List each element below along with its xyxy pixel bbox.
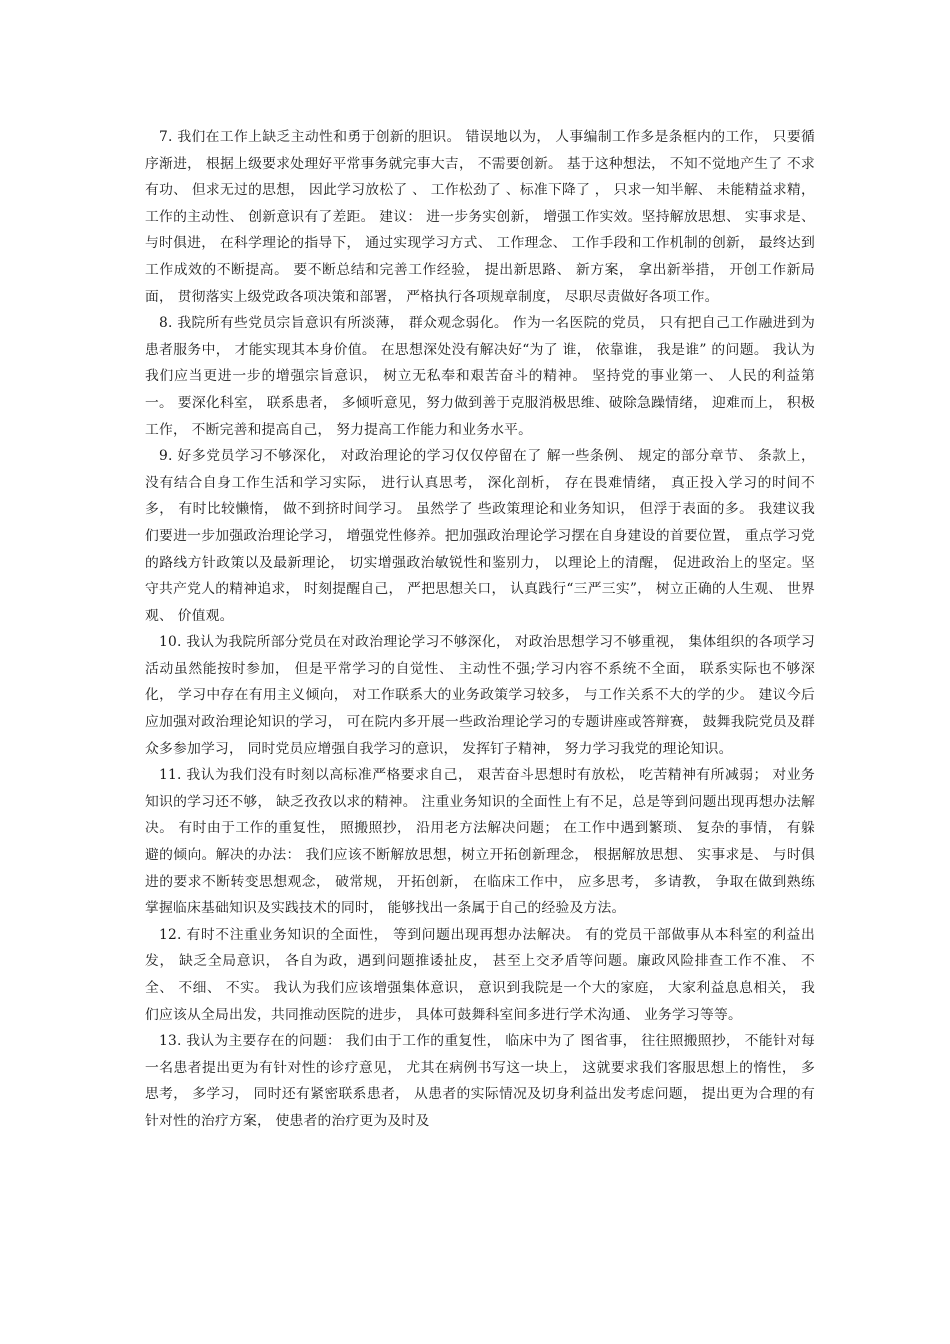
paragraph-9: 9. 好多党员学习不够深化， 对政治理论的学习仅仅停留在了 解一些条例、 规定的部分章节、 条款上， 没有结合自身工作生活和学习实际， 进行认真思考， 深化剖析， 存在畏难情绪， 真正投入学习的时间不多， 有时比较懒惰， 做不到挤时间学习。 虽然学了 些政策理论和业务知识， 但浮于表面的多。 我建议我们要进一步加强政治理论学习， 增强党性修养。把加强政治理论学习摆在自身建设的首要位置， 重点学习党的路线方针政策以及最新理论， 切实增强政治敏锐性和鉴别力， 以理论上的清醒， 促进政治上的坚定。坚守共产党人的精神追求， 时刻提醒自己， 严把思想关口， 认真践行“三严三实”， 树立正确的人生观、 世界观、 价值观。 (145, 448, 815, 624)
paragraph-13: 13. 我认为主要存在的问题： 我们由于工作的重复性， 临床中为了 图省事， 往往照搬照抄， 不能针对每一名患者提出更为有针对性的诊疗意见， 尤其在病例书写这一块上， 这就要求我们客服思想上的惰性， 多思考， 多学习， 同时还有紧密联系患者， 从患者的实际情况及切身利益出发考虑问题， 提出更为合理的有针对性的治疗方案， 使患者的治疗更为及时及 (145, 1033, 815, 1129)
paragraph-10: 10. 我认为我院所部分党员在对政治理论学习不够深化， 对政治思想学习不够重视， 集体组织的各项学习活动虽然能按时参加， 但是平常学习的自觉性、 主动性不强;学习内容不系统不全面， 联系实际也不够深化， 学习中存在有用主义倾向， 对工作联系大的业务政策学习较多， 与工作关系不大的学的少。 建议今后应加强对政治理论知识的学习， 可在院内多开展一些政治理论学习的专题讲座或答辩赛， 鼓舞我院党员及群众多参加学习， 同时党员应增强自我学习的意识， 发挥钉子精神， 努力学习我党的理论知识。 (145, 634, 815, 757)
paragraph-12: 12. 有时不注重业务知识的全面性， 等到问题出现再想办法解决。 有的党员干部做事从本科室的利益出发， 缺乏全局意识， 各自为政，遇到问题推诿扯皮， 甚至上交矛盾等问题。廉政风险排查工作不准、 不全、 不细、 不实。 我认为我们应该增强集体意识， 意识到我院是一个大的家庭， 大家利益息息相关， 我们应该从全局出发，共同推动医院的进步， 具体可鼓舞科室间多进行学术沟通、 业务学习等等。 (145, 926, 815, 1023)
paragraph-8: 8. 我院所有些党员宗旨意识有所淡薄， 群众观念弱化。 作为一名医院的党员， 只有把自己工作融进到为患者服务中， 才能实现其本身价值。 在思想深处没有解决好“为了 谁， 依靠谁， 我是谁” 的问题。 我认为我们应当更进一步的增强宗旨意识， 树立无私奉和艰苦奋斗的精神。 坚持党的事业第一、 人民的利益第一。 要深化科室， 联系患者， 多倾听意见，努力做到善于克服消极思维、破除急躁情绪， 迎难而上， 积极工作， 不断完善和提高自己， 努力提高工作能力和业务水平。 (145, 315, 815, 438)
paragraph-11: 11. 我认为我们没有时刻以高标准严格要求自己， 艰苦奋斗思想时有放松， 吃苦精神有所减弱； 对业务知识的学习还不够， 缺乏孜孜以求的精神。 注重业务知识的全面性上有不足，总是等到问题出现再想办法解决。 有时由于工作的重复性， 照搬照抄， 沿用老方法解决问题； 在工作中遇到繁琐、 复杂的事情， 有躲避的倾向。解决的办法： 我们应该不断解放思想，树立开拓创新理念， 根据解放思想、 实事求是、 与时俱进的要求不断转变思想观念， 破常规， 开拓创新， 在临床工作中， 应多思考， 多请教， 争取在做到熟练掌握临床基础知识及实践技术的同时， 能够找出一条属于自己的经验及方法。 (145, 767, 815, 917)
paragraph-7: 7. 我们在工作上缺乏主动性和勇于创新的胆识。 错误地以为， 人事编制工作多是条框内的工作， 只要循序渐进， 根据上级要求处理好平常事务就完事大吉， 不需要创新。 基于这种想法， 不知不觉地产生了 不求有功、 但求无过的思想， 因此学习放松了 、 工作松劲了 、标准下降了 ， 只求一知半解、 未能精益求精， 工作的主动性、 创新意识有了差距。 建议： 进一步务实创新， 增强工作实效。坚持解放思想、 实事求是、 与时俱进， 在科学理论的指导下， 通过实现学习方式、 工作理念、 工作手段和工作机制的创新， 最终达到工作成效的不断提高。 要不断总结和完善工作经验， 提出新思路、 新方案， 拿出新举措， 开创工作新局面， 贯彻落实上级党政各项决策和部署， 严格执行各项规章制度， 尽职尽责做好各项工作。 (145, 129, 815, 305)
document-page (145, 124, 815, 1135)
